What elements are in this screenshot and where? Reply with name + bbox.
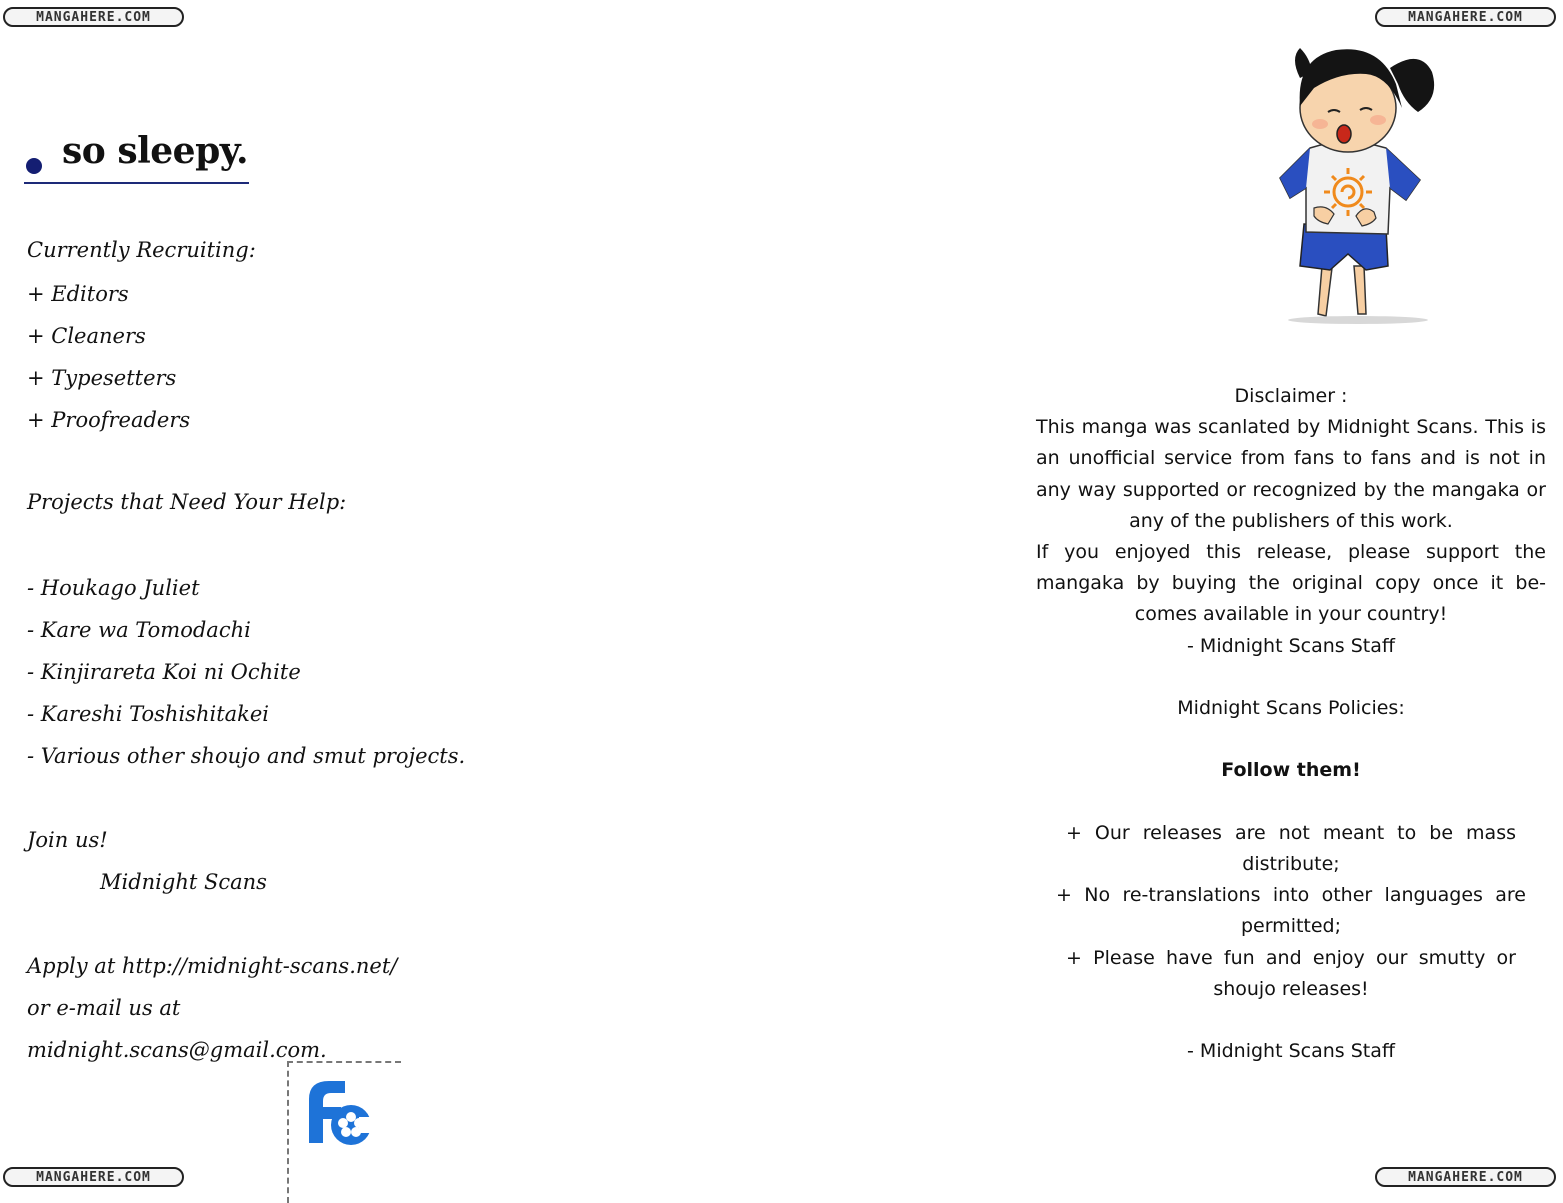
watermark-top-left: MANGAHERE.COM (3, 7, 184, 27)
recruiting-item: + Typesetters (27, 366, 177, 390)
project-item: - Kare wa Tomodachi (27, 618, 251, 642)
recruiting-item: + Cleaners (27, 324, 146, 348)
join-signature: Midnight Scans (100, 870, 267, 894)
recruiting-item: + Proofreaders (27, 408, 191, 432)
fc-flower-logo-icon (301, 1073, 373, 1147)
policy-item: + No re-translations into other languages are permitted; (1056, 884, 1526, 938)
policies-emphasis: Follow them! (1221, 759, 1361, 782)
policy-item: + Please have fun and enjoy our smutty or shoujo releases! (1066, 946, 1516, 1000)
watermark-bottom-right: MANGAHERE.COM (1375, 1167, 1556, 1187)
sleepy-child-illustration-icon (1270, 28, 1450, 328)
policy-item: + Our releases are not meant to be mass distribute; (1066, 821, 1516, 876)
disclaimer-title: Disclaimer : (1234, 385, 1348, 407)
projects-title: Projects that Need Your Help: (27, 490, 347, 514)
policies-signature: - Midnight Scans Staff (1187, 1040, 1395, 1063)
disclaimer-section (1036, 381, 1546, 1067)
policies-title: Midnight Scans Policies: (1177, 697, 1405, 720)
apply-line: Apply at http://midnight-scans.net/ (27, 954, 398, 978)
disclaimer-signature: - Midnight Scans Staff (1187, 634, 1395, 657)
apply-line: midnight.scans@gmail.com. (27, 1038, 327, 1062)
project-item: - Houkago Juliet (27, 576, 200, 600)
project-item: - Kareshi Toshishitakei (27, 702, 270, 726)
join-text: Join us! (27, 828, 108, 852)
recruiting-item: + Editors (27, 282, 129, 306)
disclaimer-paragraph: This manga was scanlated by Midnight Scans. This is an unofficial service from fans to fans and is not in any way supported or recognized by the mangaka or any of the publishers of this work. (1036, 416, 1546, 532)
bullet-dot-icon (26, 158, 42, 174)
page-heading (24, 128, 249, 184)
recruiting-title: Currently Recruiting: (27, 238, 256, 262)
apply-line: or e-mail us at (27, 996, 181, 1020)
watermark-top-right: MANGAHERE.COM (1375, 7, 1556, 27)
project-item: - Various other shoujo and smut projects. (27, 744, 466, 768)
disclaimer-paragraph: If you enjoyed this release, please support the mangaka by buying the original copy once it be-comes available in your country! (1036, 541, 1546, 626)
logo-box (287, 1061, 401, 1203)
watermark-bottom-left: MANGAHERE.COM (3, 1167, 184, 1187)
project-item: - Kinjirareta Koi ni Ochite (27, 660, 301, 684)
heading-text: so sleepy. (62, 130, 249, 172)
